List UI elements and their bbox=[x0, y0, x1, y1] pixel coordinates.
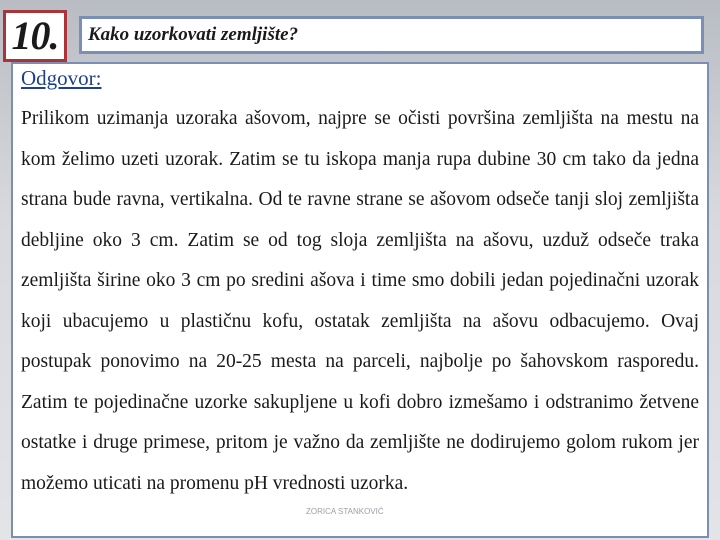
answer-label: Odgovor: bbox=[21, 66, 102, 90]
question-title-bar bbox=[79, 16, 704, 54]
slide-number-badge bbox=[3, 10, 67, 62]
answer-text: Prilikom uzimanja uzoraka ašovom, najpre se očisti površina zemljišta na mestu na kom želimo uzeti uzorak. Zatim se tu iskopa manja rupa dubine 30 cm tako da jedna strana bude ravna, vertikalna. Od te ravne strane se ašovom odseče tanji sloj zemljišta debljine oko 3 cm. Zatim se od tog sloja zemljišta na ašovu, uzduž odseče traka zemljišta širine oko 3 cm po sredini ašova i time smo dobili jedan pojedinačni uzorak koji ubacujemo u plastičnu kofu, ostatak zemljišta na ašovu odbacujemo. Ovaj postupak ponovimo na 20-25 mesta na parceli, najbolje po šahovskom rasporedu. Zatim te pojedinačne uzorke sakupljene u kofi dobro izmešamo i odstranimo žetvene ostatke i druge primese, pritom je važno da zemljište ne dodirujemo golom rukom jer možemo uticati na promenu pH vrednosti uzorka. bbox=[21, 108, 699, 494]
slide-number: 10. bbox=[11, 13, 59, 58]
footer-watermark: ZORICA STANKOVIĆ bbox=[306, 507, 384, 516]
question-title: Kako uzorkovati zemljište? bbox=[88, 24, 299, 45]
answer-content-box bbox=[11, 62, 709, 538]
